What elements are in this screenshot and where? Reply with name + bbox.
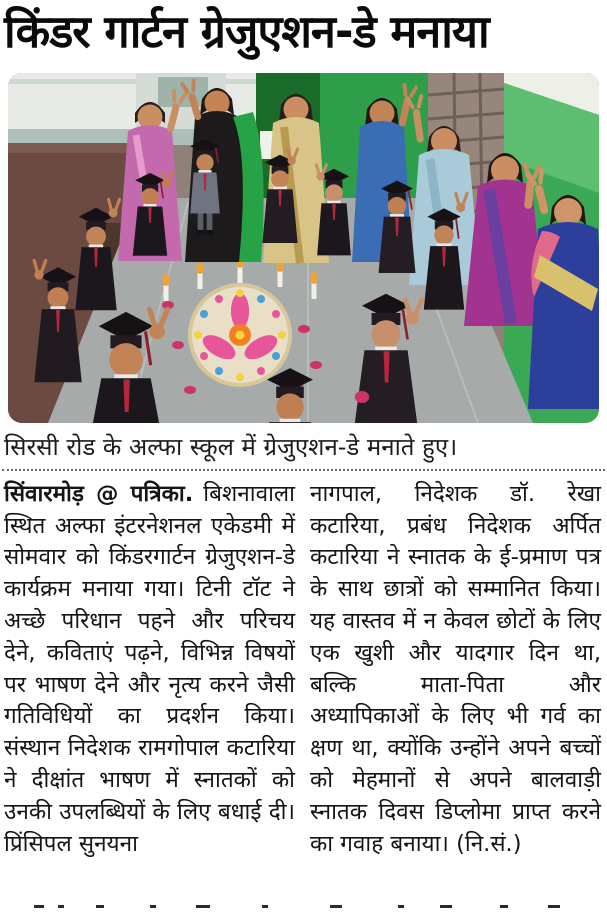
next-headline-cutoff <box>0 905 607 914</box>
photo-illustration <box>8 73 599 423</box>
article-headline: किंडर गार्टन ग्रेजुएशन-डे मनाया <box>4 5 489 58</box>
dateline: सिंवारमोड़ @ पत्रिका. <box>4 480 194 507</box>
article-photo <box>8 73 599 423</box>
cutoff-glyph-tops <box>0 905 607 914</box>
article-column-1 <box>4 479 295 861</box>
article-column-2 <box>310 479 601 861</box>
photo-caption: सिरसी रोड के अल्फा स्कूल में ग्रेजुएशन-डे मनाते हुए। <box>4 432 458 461</box>
article-body <box>0 471 607 861</box>
article-text-2: नागपाल, निदेशक डॉ. रेखा कटारिया, प्रबंध निदेशक अर्पित कटारिया ने स्नातक के ई-प्रमाण पत्र के साथ छात्रों को सम्मानित किया। यह वास्तव में न केवल छोटों के लिए एक खुशी और यादगार दिन था, बल्कि माता-पिता और अध्यापिकाओं के लिए भी गर्व का क्षण था, क्योंकि उन्होंने अपने बच्चों को मेहमानों से अपने बालवाड़ी स्नातक दिवस डिप्लोमा प्राप्त करने का गवाह बनाया। (नि.सं.) <box>310 480 601 857</box>
article-text-1: बिशनावाला स्थित अल्फा इंटरनेशनल एकेडमी में सोमवार को किंडरगार्टन ग्रेजुएशन-डे कार्यक्रम मनाया गया। टिनी टॉट ने अच्छे परिधान पहने और परिचय देने, कविताएं पढ़ने, विभिन्न विषयों पर भाषण देने और नृत्य करने जैसी गतिविधियों का प्रदर्शन किया। संस्थान निदेशक रामगोपाल कटारिया ने दीक्षांत भाषण में स्नातकों को उनकी उपलब्धियों के लिए बधाई दी। प्रिंसिपल सुनयना <box>4 480 295 857</box>
